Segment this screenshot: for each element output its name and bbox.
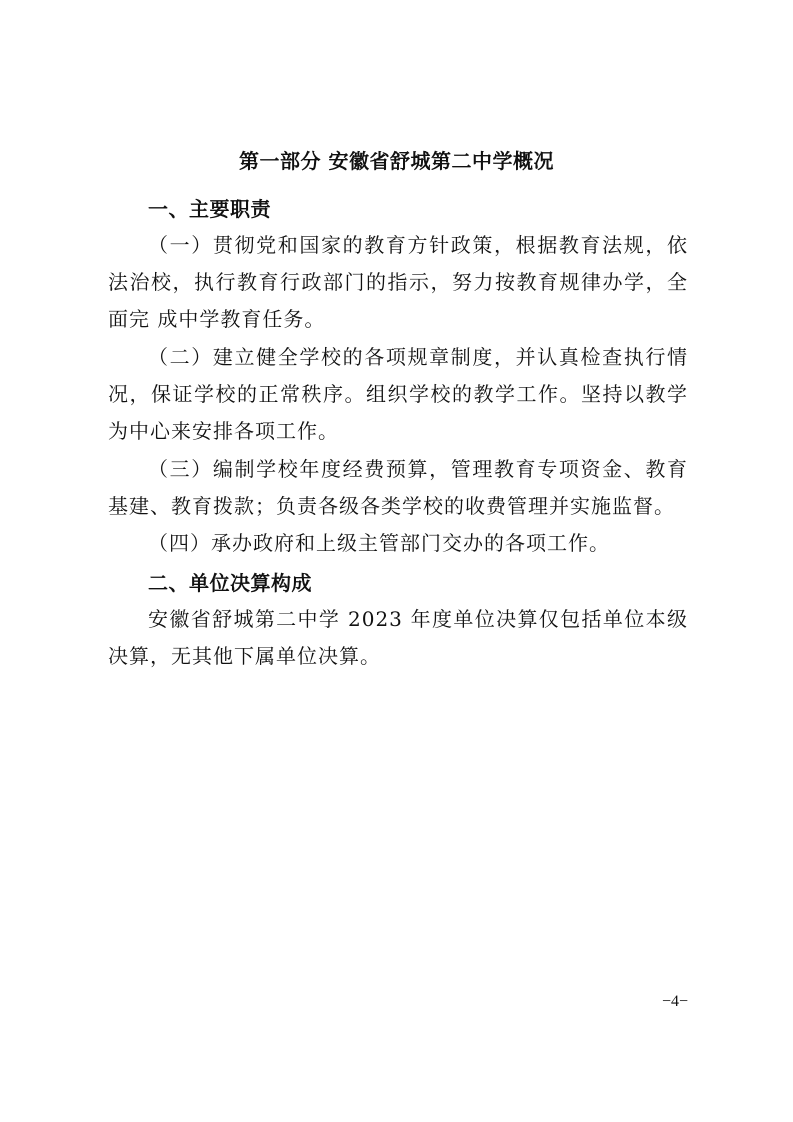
section-heading-composition: 二、单位决算构成 <box>148 571 312 595</box>
duty-paragraph-2: （二）建立健全学校的各项规章制度，并认真检查执行情况，保证学校的正常秩序。组织学校的教学工作。坚持以教学为中心来安排各项工作。 <box>108 345 688 443</box>
page-number: −4− <box>661 993 688 1010</box>
duty-paragraph-1: （一）贯彻党和国家的教育方针政策，根据教育法规，依法治校，执行教育行政部门的指示，努力按教育规律办学，全面完 成中学教育任务。 <box>108 233 688 331</box>
duty-paragraph-4: （四）承办政府和上级主管部门交办的各项工作。 <box>148 531 610 555</box>
duty-paragraph-3: （三）编制学校年度经费预算，管理教育专项资金、教育基建、教育拨款；负责各级各类学校的收费管理并实施监督。 <box>108 457 688 518</box>
page-title: 第一部分 安徽省舒城第二中学概况 <box>239 149 554 173</box>
section-heading-duties: 一、主要职责 <box>148 197 271 221</box>
composition-paragraph: 安徽省舒城第二中学 2023 年度单位决算仅包括单位本级决算，无其他下属单位决算。 <box>108 607 688 668</box>
